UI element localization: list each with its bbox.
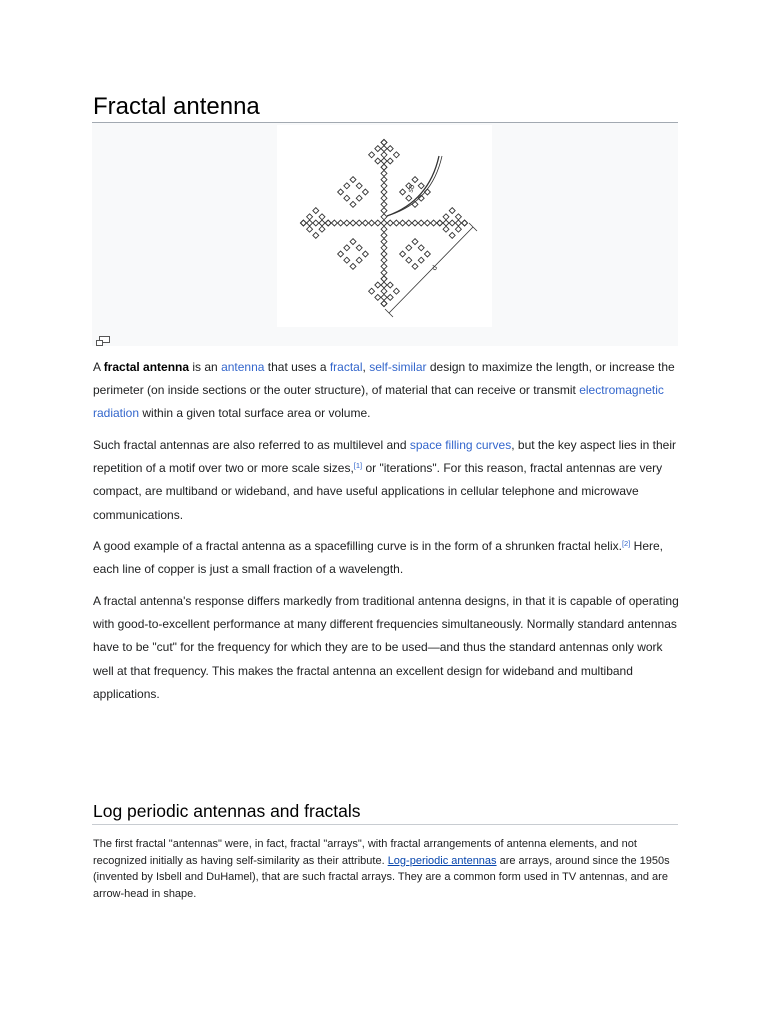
fractal-element: [313, 220, 319, 226]
section-heading-log-periodic: Log periodic antennas and fractals: [93, 801, 361, 821]
fractal-element: [437, 220, 443, 226]
paragraph-multilevel: [93, 434, 681, 527]
fractal-element: [381, 139, 387, 145]
fractal-element: [325, 220, 331, 226]
fractal-element: [406, 257, 412, 263]
fractal-element: [381, 276, 387, 282]
fractal-element: [437, 220, 443, 226]
fractal-element: [381, 288, 387, 294]
fractal-element: [300, 220, 306, 226]
fractal-element: [418, 183, 424, 189]
fractal-element: [381, 276, 387, 282]
fractal-element: [412, 220, 418, 226]
fractal-element: [381, 177, 387, 183]
fractal-element: [418, 257, 424, 263]
fractal-element: [356, 245, 362, 251]
fractal-element: [381, 183, 387, 189]
fractal-element: [381, 282, 387, 288]
fractal-pattern: [300, 139, 467, 306]
fractal-element: [381, 301, 387, 307]
fractal-element: [381, 208, 387, 214]
fractal-element: [449, 220, 455, 226]
fractal-element: [424, 220, 430, 226]
link-space-filling-curves[interactable]: space filling curves: [409, 438, 512, 452]
paragraph-log-periodic: [93, 836, 681, 902]
fractal-element: [375, 220, 381, 226]
fractal-element: [344, 183, 350, 189]
fractal-element: [381, 164, 387, 170]
text-span: Such fractal antennas are also referred to as multilevel and: [93, 438, 410, 452]
fractal-element: [350, 263, 356, 269]
text-span: A fractal antenna's response differs markedly from traditional antenna designs, in that it is capable of operating with good-to-excellent performance at many different frequencies simultaneously. Normally standard antennas have to be "cut" for the frequency for which they are to be used—and thus the standard antennas only work well at that frequency. This makes the fractal antenna an excellent design for wideband and multiband applications.: [93, 594, 679, 701]
fractal-element: [381, 195, 387, 201]
fractal-element: [319, 220, 325, 226]
fractal-element: [455, 220, 461, 226]
fractal-element: [350, 220, 356, 226]
fractal-element: [381, 263, 387, 269]
fractal-element: [350, 201, 356, 207]
fractal-element: [449, 232, 455, 238]
fractal-element: [369, 152, 375, 158]
text-span: A: [93, 360, 104, 374]
fractal-element: [338, 189, 344, 195]
link-self-similar[interactable]: self-similar: [369, 360, 427, 374]
fractal-element: [449, 208, 455, 214]
fractal-element: [381, 251, 387, 257]
fractal-element: [381, 158, 387, 164]
fractal-element: [387, 282, 393, 288]
fractal-element: [381, 226, 387, 232]
fractal-element: [455, 226, 461, 232]
fractal-element: [418, 245, 424, 251]
reference-1-link[interactable]: [1]: [353, 461, 363, 471]
fractal-element: [381, 146, 387, 152]
fractal-element: [400, 220, 406, 226]
fractal-element: [381, 139, 387, 145]
fractal-element: [443, 220, 449, 226]
bold-term: fractal antenna: [103, 360, 190, 374]
fractal-element: [381, 220, 387, 226]
link-fractal[interactable]: fractal: [329, 360, 363, 374]
fractal-element: [393, 220, 399, 226]
paragraph-helix: [93, 535, 681, 581]
fractal-element: [350, 239, 356, 245]
fractal-antenna-image[interactable]: [277, 125, 492, 327]
fractal-element: [381, 152, 387, 158]
fractal-element: [344, 220, 350, 226]
text-span: ,: [362, 360, 370, 374]
text-span: A good example of a fractal antenna as a spacefilling curve is in the form of a shrunken fractal helix.: [93, 539, 622, 553]
fractal-element: [400, 251, 406, 257]
section-divider: [92, 824, 678, 825]
fractal-element: [344, 245, 350, 251]
fractal-element: [356, 183, 362, 189]
fractal-element: [369, 288, 375, 294]
fractal-element: [313, 232, 319, 238]
fractal-element: [393, 288, 399, 294]
fractal-element: [406, 220, 412, 226]
text-span: The first fractal "antennas" were, in fact, fractal "arrays", with fractal arrangements of antenna elements, and not recognized initially as having self-similarity as their attribute.: [93, 838, 637, 867]
label-d: d: [430, 263, 440, 273]
fractal-element: [381, 214, 387, 220]
fractal-element: [375, 158, 381, 164]
fractal-element: [387, 146, 393, 152]
fractal-element: [381, 232, 387, 238]
fractal-element: [412, 239, 418, 245]
fractal-element: [462, 220, 468, 226]
fractal-element: [375, 146, 381, 152]
fractal-element: [356, 220, 362, 226]
fractal-element: [350, 177, 356, 183]
text-span: that uses a: [264, 360, 330, 374]
fractal-element: [307, 226, 313, 232]
fractal-element: [393, 152, 399, 158]
text-span: are arrays, around since the 1950s (invented by Isbell and DuHamel), that are such fractal arrays. They are a common form used in TV antennas, and are arrow-head in shape.: [93, 854, 670, 900]
figure-container: [92, 123, 678, 346]
magnify-clip-icon[interactable]: [95, 335, 111, 347]
fractal-element: [300, 220, 306, 226]
fractal-element: [375, 294, 381, 300]
fractal-element: [412, 263, 418, 269]
fractal-element: [356, 257, 362, 263]
paragraph-response: [93, 590, 681, 706]
fractal-element: [406, 245, 412, 251]
fractal-element: [424, 251, 430, 257]
fractal-element: [356, 195, 362, 201]
fractal-element: [412, 177, 418, 183]
fractal-element: [319, 214, 325, 220]
fractal-element: [319, 226, 325, 232]
fractal-element: [443, 214, 449, 220]
fractal-element: [387, 158, 393, 164]
fractal-element: [307, 214, 313, 220]
fractal-element: [381, 189, 387, 195]
fractal-element: [381, 245, 387, 251]
fractal-element: [387, 220, 393, 226]
fractal-element: [431, 220, 437, 226]
fractal-antenna-diagram: [277, 125, 492, 327]
fractal-element: [455, 214, 461, 220]
text-span: design to maximize the length, or increase the perimeter (on inside sections or the outer structure), of material that can receive or transmit: [93, 360, 675, 398]
fractal-element: [362, 251, 368, 257]
fractal-element: [338, 251, 344, 257]
fractal-element: [381, 164, 387, 170]
text-span: within a given total surface area or volume.: [139, 406, 371, 421]
link-antenna[interactable]: antenna: [221, 360, 265, 374]
fractal-element: [406, 195, 412, 201]
text-span: is an: [189, 360, 222, 374]
fractal-element: [381, 239, 387, 245]
fractal-element: [338, 220, 344, 226]
fractal-element: [307, 220, 313, 226]
fractal-element: [443, 226, 449, 232]
fractal-element: [375, 282, 381, 288]
fractal-element: [313, 208, 319, 214]
fractal-element: [381, 294, 387, 300]
fractal-element: [362, 220, 368, 226]
dimension-line: [389, 227, 473, 313]
label-s0: s0: [406, 183, 417, 194]
fractal-element: [387, 294, 393, 300]
fractal-element: [381, 301, 387, 307]
fractal-element: [344, 195, 350, 201]
fractal-element: [418, 220, 424, 226]
intro-paragraph: [93, 356, 681, 426]
fractal-element: [344, 257, 350, 263]
fractal-element: [381, 201, 387, 207]
page-title: Fractal antenna: [93, 93, 260, 120]
link-electromagnetic-radiation[interactable]: electromagnetic radiation: [93, 383, 664, 421]
fractal-element: [462, 220, 468, 226]
fractal-element: [331, 220, 337, 226]
text-span: or "iterations". For this reason, fractal antennas are very compact, are multiband or wideband, and have useful applications in cellular telephone and microwave communications.: [93, 461, 663, 522]
fractal-element: [412, 201, 418, 207]
fractal-element: [381, 257, 387, 263]
fractal-element: [381, 170, 387, 176]
fractal-element: [369, 220, 375, 226]
fractal-element: [362, 189, 368, 195]
fractal-element: [325, 220, 331, 226]
link-log-periodic-antennas[interactable]: Log-periodic antennas: [387, 854, 497, 867]
text-span: , but the key aspect lies in their repetition of a motif over two or more scale sizes,: [93, 438, 676, 476]
fractal-element: [400, 189, 406, 195]
fractal-element: [381, 270, 387, 276]
text-span: Here, each line of copper is just a small fraction of a wavelength.: [93, 539, 663, 577]
reference-2-link[interactable]: [2]: [621, 539, 631, 548]
